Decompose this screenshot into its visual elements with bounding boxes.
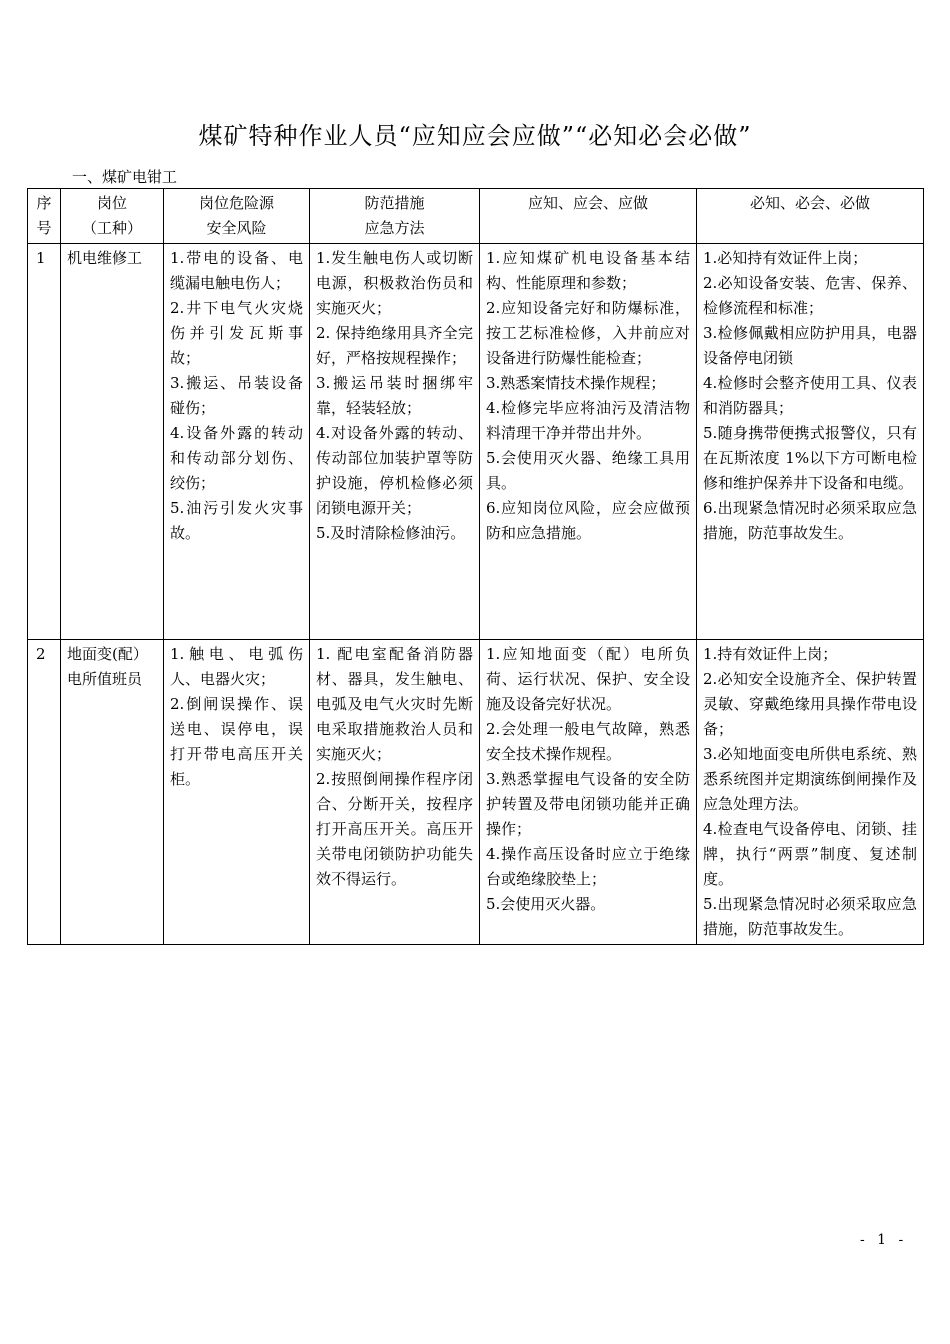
section-heading: 一、煤矿电钳工: [72, 168, 178, 186]
header-risk: 岗位危险源 安全风险: [164, 189, 310, 244]
table-row: [28, 244, 924, 640]
duty-table: [27, 188, 924, 945]
row-number: 1: [28, 244, 61, 640]
know-cell: 1.应知地面变（配）电所负荷、运行状况、保护、安全设施及设备完好状况。 2.会处理一般电气故障，熟悉安全技术操作规程。 3.熟悉掌握电气设备的安全防护转置及带电闭锁功能并正确操作； 4.操作高压设备时应立于绝缘台或绝缘胶垫上； 5.会使用灭火器。: [480, 640, 697, 945]
header-measures: 防范措施 应急方法: [310, 189, 480, 244]
page-number: - 1 -: [860, 1232, 908, 1248]
header-post: 岗位 （工种）: [61, 189, 164, 244]
header-know: 应知、应会、应做: [480, 189, 697, 244]
header-must: 必知、必会、必做: [697, 189, 924, 244]
table-header-row: [28, 189, 924, 244]
post-name: 机电维修工: [61, 244, 164, 640]
header-num: 序 号: [28, 189, 61, 244]
know-cell: 1.应知煤矿机电设备基本结构、性能原理和参数； 2.应知设备完好和防爆标准，按工艺标准检修，入井前应对设备进行防爆性能检查； 3.熟悉案情技术操作规程； 4.检修完毕应将油污及清洁物料清理干净并带出井外。 5.会使用灭火器、绝缘工具用具。 6.应知岗位风险，应会应做预防和应急措施。: [480, 244, 697, 640]
page-title: 煤矿特种作业人员“应知应会应做”“必知必会必做”: [198, 122, 752, 150]
must-cell: 1.持有效证件上岗； 2.必知安全设施齐全、保护转置灵敏、穿戴绝缘用具操作带电设备； 3.必知地面变电所供电系统、熟悉系统图并定期演练倒闸操作及应急处理方法。 4.检查电气设备停电、闭锁、挂牌，执行“两票”制度、复述制度。 5.出现紧急情况时必须采取应急措施，防范事故发生。: [697, 640, 924, 945]
risk-cell: 1.带电的设备、电缆漏电触电伤人； 2.井下电气火灾烧伤并引发瓦斯事故； 3.搬运、吊装设备碰伤； 4.设备外露的转动和传动部分划伤、绞伤； 5.油污引发火灾事故。: [164, 244, 310, 640]
risk-cell: 1.触电、电弧伤人、电器火灾； 2.倒闸误操作、误送电、误停电，误打开带电高压开关柜。: [164, 640, 310, 945]
row-number: 2: [28, 640, 61, 945]
measures-cell: 1. 配电室配备消防器材、器具，发生触电、电弧及电气火灾时先断电采取措施救治人员和实施灭火； 2.按照倒闸操作程序闭合、分断开关，按程序打开高压开关。高压开关带电闭锁防护功能失效不得运行。: [310, 640, 480, 945]
table-row: [28, 640, 924, 945]
must-cell: 1.必知持有效证件上岗； 2.必知设备安装、危害、保养、检修流程和标准； 3.检修佩戴相应防护用具，电器设备停电闭锁 4.检修时会整齐使用工具、仪表和消防器具； 5.随身携带便携式报警仪，只有在瓦斯浓度 1%以下方可断电检修和维护保养井下设备和电缆。 6.出现紧急情况时必须采取应急措施，防范事故发生。: [697, 244, 924, 640]
measures-cell: 1.发生触电伤人或切断电源，积极救治伤员和实施灭火； 2. 保持绝缘用具齐全完好，严格按规程操作； 3.搬运吊装时捆绑牢靠，轻装轻放； 4.对设备外露的转动、传动部位加装护罩等防护设施，停机检修必须闭锁电源开关； 5.及时清除检修油污。: [310, 244, 480, 640]
post-name: 地面变(配）电所值班员: [61, 640, 164, 945]
